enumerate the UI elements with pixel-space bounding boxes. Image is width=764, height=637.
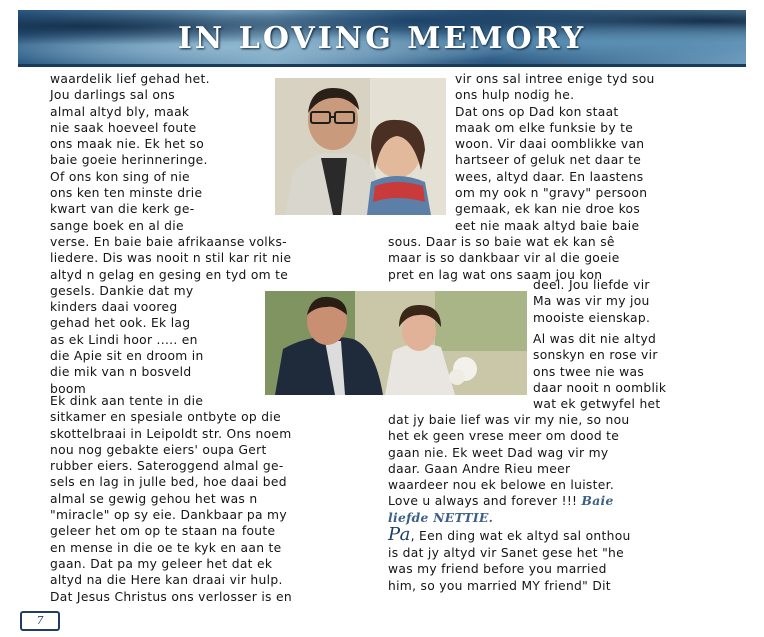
text-line: baie goeie herinneringe. xyxy=(50,153,208,168)
text-line: wat ek getwyfel het xyxy=(533,397,661,412)
text-line: Dat ons op Dad kon staat xyxy=(455,104,619,119)
text-line: en mense in die oe te kyk en aan te xyxy=(50,540,282,555)
memorial-banner xyxy=(18,10,746,67)
photo-wedding-couple-image xyxy=(265,291,527,395)
text-line: was my friend before you married xyxy=(388,562,607,577)
page-number: 7 xyxy=(20,611,60,631)
text-line: as ek Lindi hoor ..... en xyxy=(50,332,198,347)
text-line: die mik van n bosveld xyxy=(50,365,192,380)
text-line: eet nie maak altyd baie baie xyxy=(455,218,640,233)
closing-line xyxy=(388,493,630,509)
right-column-wide-text xyxy=(388,234,620,283)
text-line: almal se gewig gehou het was n xyxy=(50,491,258,506)
text-line: sitkamer en spesiale ontbyte op die xyxy=(50,410,281,425)
text-line: Of ons kon sing of nie xyxy=(50,169,190,184)
text-line: Dat Jesus Christus ons verlosser is en xyxy=(50,589,292,604)
pa-first-line xyxy=(388,524,631,545)
text-line: nou nog gebakte eiers' oupa Gert xyxy=(50,442,267,457)
pa-first-line-rest: , Een ding wat ek altyd sal onthou xyxy=(410,529,631,543)
text-line: gaan nie. Ek weet Dad wag vir my xyxy=(388,445,609,460)
text-line: die Apie sit en droom in xyxy=(50,349,204,364)
text-line: Ek dink aan tente in die xyxy=(50,394,204,408)
signature-line xyxy=(388,510,630,526)
right-column-top-text xyxy=(455,71,655,234)
text-line: gemaak, ek kan nie droe kos xyxy=(455,202,641,217)
photo-father-and-child xyxy=(275,78,446,215)
text-line: sonskyn en rose vir xyxy=(533,348,658,363)
text-line: skottelbraai in Leipoldt str. Ons noem xyxy=(50,426,292,441)
text-line: boom xyxy=(50,381,87,396)
pa-paragraph xyxy=(388,524,631,594)
text-line: waardelik lief gehad het. xyxy=(50,72,210,86)
right-column-mid-text xyxy=(533,277,650,326)
text-line: gaan. Dat pa my geleer het dat ek xyxy=(50,556,273,571)
pa-dropcap: Pa xyxy=(388,524,411,545)
left-column-bottom-text xyxy=(50,393,292,605)
text-line: het ek geen vrese meer om dood te xyxy=(388,429,620,444)
right-column-bottom-text xyxy=(388,412,630,526)
text-line: waardeer nou ek belowe en luister. xyxy=(388,478,615,493)
text-line: is dat jy altyd vir Sanet gese het "he xyxy=(388,546,625,560)
text-line: deel. Jou liefde vir xyxy=(533,278,650,292)
text-line: almal altyd bly, maak xyxy=(50,104,190,119)
text-line: altyd n gelag en gesing en tyd om te xyxy=(50,267,289,282)
banner-title: IN LOVING MEMORY xyxy=(177,21,587,56)
text-line: mooiste eienskap. xyxy=(533,310,651,325)
photo-father-and-child-image xyxy=(275,78,446,215)
text-line: Jou darlings sal ons xyxy=(50,88,175,103)
text-line: rubber eiers. Sateroggend almal ge- xyxy=(50,459,284,474)
text-line: "miracle" op sy eie. Dankbaar pa my xyxy=(50,508,287,523)
signature-part2: liefde NETTIE. xyxy=(388,509,494,525)
text-line: ons twee nie was xyxy=(533,364,645,379)
text-line: maak om elke funksie by te xyxy=(455,120,634,135)
closing-text: Love u always and forever !!! xyxy=(388,494,578,509)
text-line: om my ook n "gravy" persoon xyxy=(455,186,648,201)
text-line: liedere. Dis was nooit n stil kar rit nie xyxy=(50,251,292,266)
text-line: daar nooit n oomblik xyxy=(533,380,667,395)
text-line: sange boek en al die xyxy=(50,218,184,233)
text-line: nie saak hoeveel foute xyxy=(50,120,197,135)
text-line: maar is so dankbaar vir al die goeie xyxy=(388,251,620,266)
text-line: kinders daai vooreg xyxy=(50,300,178,315)
text-line: woon. Vir daai oomblikke van xyxy=(455,137,645,152)
text-line: ons maak nie. Ek het so xyxy=(50,137,205,152)
text-line: ons hulp nodig he. xyxy=(455,88,575,103)
text-line: Ma was vir my jou xyxy=(533,294,650,309)
text-line: verse. En baie baie afrikaanse volks- xyxy=(50,234,287,249)
text-line: Al was dit nie altyd xyxy=(533,332,657,346)
text-line: geleer het om op te staan na foute xyxy=(50,524,276,539)
text-line: hartseer of geluk net daar te xyxy=(455,153,642,168)
text-line: daar. Gaan Andre Rieu meer xyxy=(388,461,571,476)
signature-part1: Baie xyxy=(581,493,614,509)
text-line: kwart van die kerk ge- xyxy=(50,202,195,217)
text-line: altyd na die Here kan draai vir hulp. xyxy=(50,573,283,588)
text-line: gesels. Dankie dat my xyxy=(50,283,194,298)
text-line: sous. Daar is so baie wat ek kan sê xyxy=(388,235,615,249)
text-line: sels en lag in julle bed, hoe daai bed xyxy=(50,475,287,490)
text-line: gehad het ook. Ek lag xyxy=(50,316,191,331)
text-line: pret en lag wat ons saam jou kon xyxy=(388,267,603,282)
photo-wedding-couple xyxy=(265,291,527,395)
right-column-mid2-text xyxy=(533,331,666,412)
text-line: vir ons sal intree enige tyd sou xyxy=(455,72,655,86)
left-column-top-text xyxy=(50,71,291,397)
text-line: ons ken ten minste drie xyxy=(50,186,203,201)
text-line: wees, altyd daar. En laastens xyxy=(455,169,644,184)
text-line: him, so you married MY friend" Dit xyxy=(388,578,611,593)
text-line: dat jy baie lief was vir my nie, so nou xyxy=(388,413,630,427)
